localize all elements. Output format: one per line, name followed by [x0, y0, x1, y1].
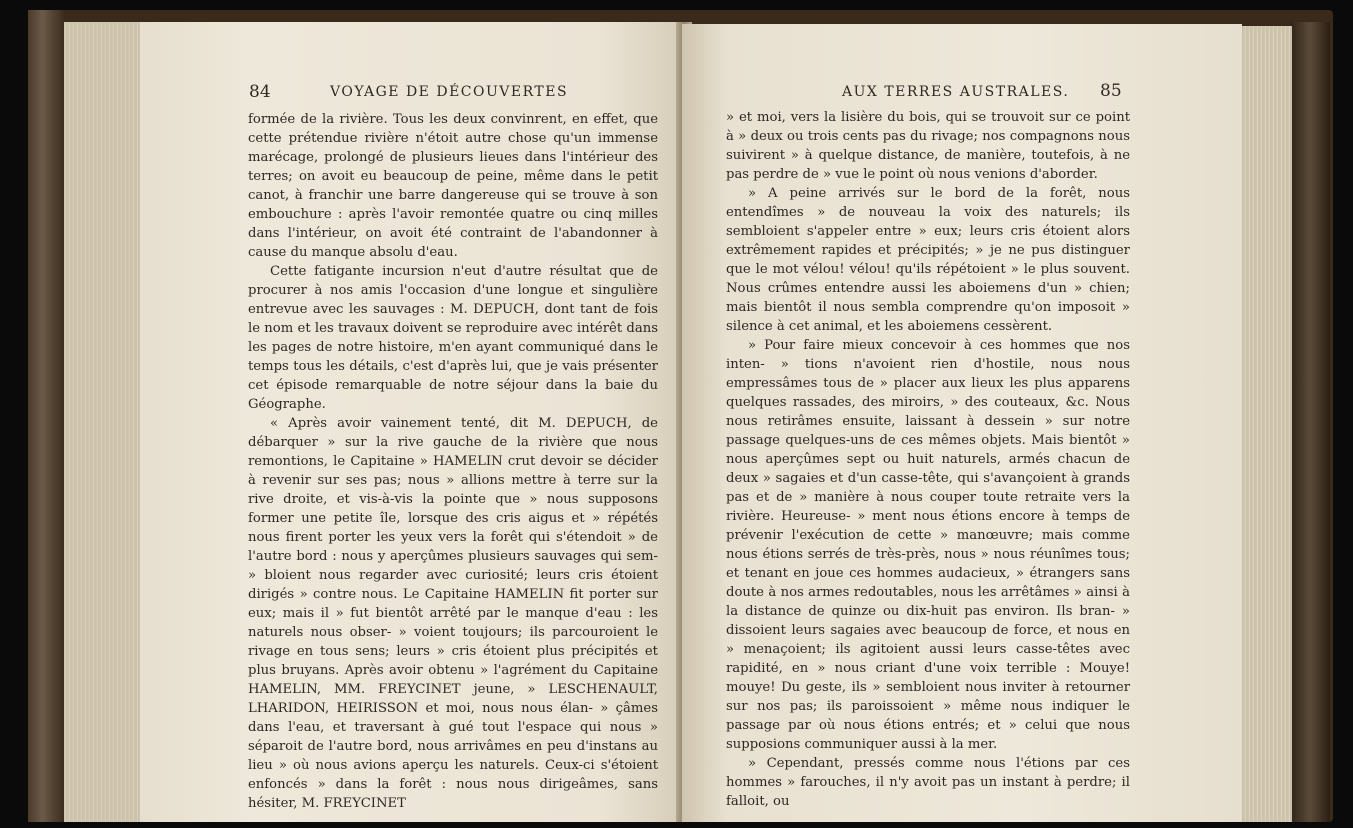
- paragraph: formée de la rivière. Tous les deux convinrent, en effet, que cette prétendue rivière n'étoit autre chose qu'un immense marécage, prolongé de plusieurs lieues dans l'intérieur des terres; on avoit eu beaucoup de peine, même dans le petit canot, à franchir une barre dangereuse qui se trouve à son embouchure : après l'avoir remontée quatre ou cinq milles dans l'intérieur, on avoit été contraint de l'abandonner à cause du manque absolu d'eau.: [248, 112, 658, 260]
- page-number-left: 84: [249, 82, 271, 102]
- page-number-right: 85: [1100, 81, 1122, 101]
- right-page-text: [726, 108, 1130, 811]
- paragraph: Cette fatigante incursion n'eut d'autre résultat que de procurer à nos amis l'occasion d'une longue et singulière entrevue avec les sauvages : M. DEPUCH, dont tant de fois le nom et les travaux doivent se reproduire avec intérêt dans les pages de notre histoire, m'en ayant communiqué dans le temps tous les détails, c'est d'après lui, que je vais présenter cet épisode remarquable de notre séjour dans la baie du Géographe.: [248, 264, 658, 412]
- book-cover-right: [1290, 22, 1330, 822]
- running-head-right: AUX TERRES AUSTRALES.: [842, 84, 1070, 100]
- page-edges-left: [64, 22, 144, 822]
- paragraph: » A peine arrivés sur le bord de la forêt, nous entendîmes » de nouveau la voix des naturels; ils sembloient s'appeler entre » eux; leurs cris étoient alors extrêmement rapides et précipités; » je ne pus distinguer que le mot vélou! vélou! qu'ils répétoient » le plus souvent. Nous crûmes entendre aussi les aboiemens d'un » chien; mais bientôt il nous sembla comprendre qu'on imposoit » silence à cet animal, et les aboiemens cessèrent.: [726, 186, 1130, 334]
- right-page: [682, 24, 1242, 822]
- running-head-left: VOYAGE DE DÉCOUVERTES: [330, 84, 569, 100]
- left-page: [140, 22, 680, 822]
- paragraph: » Pour faire mieux concevoir à ces hommes que nos inten- » tions n'avoient rien d'hostile, nous nous empressâmes tous de » placer aux lieux les plus apparens quelques rassades, des miroirs, » des couteaux, &c. Nous nous retirâmes ensuite, laissant à dessein » sur notre passage quelques-uns de ces mêmes objets. Mais bientôt » nous aperçûmes sept ou huit naturels, armés chacun de deux » sagaies et d'un casse-tête, qui s'avançoient à grands pas et de » manière à nous couper toute retraite vers la rivière. Heureuse- » ment nous étions encore à temps de prévenir l'exécution de cette » manœuvre; mais comme nous étions serrés de très-près, nous » nous réunîmes tous; et tenant en joue ces hommes audacieux, » étrangers sans doute à nos armes redoutables, nous les arrêtâmes » ainsi à la distance de quinze ou dix-huit pas environ. Ils bran- » dissoient leurs sagaies avec beaucoup de force, et nous en » menaçoient; ils agitoient aussi leurs casse-têtes avec rapidité, en » nous criant d'une voix terrible : Mouye! mouye! Du geste, ils » sembloient nous inviter à retourner sur nos pas; ils paroissoient » même nous indiquer le passage par où nous étions entrés; et » celui que nous supposions communiquer aussi à la mer.: [726, 338, 1130, 752]
- book-cover-left: [28, 10, 64, 822]
- paragraph: « Après avoir vainement tenté, dit M. DEPUCH, de débarquer » sur la rive gauche de la rivière que nous remontions, le Capitaine » HAMELIN crut devoir se décider à revenir sur ses pas; nous » allions mettre à terre sur la rive droite, et vis-à-vis la pointe que » nous supposons former une petite île, lorsque des cris aigus et » répétés nous firent porter les yeux vers la forêt qui s'étendoit » de l'autre bord : nous y aperçûmes plusieurs sauvages qui sem- » bloient nous regarder avec curiosité; leurs cris étoient dirigés » contre nous. Le Capitaine HAMELIN fit porter sur eux; mais il » fut bientôt arrêté par le manque d'eau : les naturels nous obser- » voient toujours; ils parcouroient le rivage en tous sens; leurs » cris étoient plus précipités et plus bruyans. Après avoir obtenu » l'agrément du Capitaine HAMELIN, MM. FREYCINET jeune, » LESCHENAULT, LHARIDON, HEIRISSON et moi, nous nous élan- » çâmes dans l'eau, et traversant à gué tout l'espace qui nous » séparoit de l'autre bord, nous arrivâmes en peu d'instans au lieu » où nous avions aperçu les naturels. Ceux-ci s'étoient enfoncés » dans la forêt : nous nous dirigeâmes, sans hésiter, M. FREYCINET: [248, 416, 658, 811]
- paragraph: » et moi, vers la lisière du bois, qui se trouvoit sur ce point à » deux ou trois cents pas du rivage; nos compagnons nous suivirent » à quelque distance, de manière, toutefois, à ne pas perdre de » vue le point où nous venions d'aborder.: [726, 110, 1130, 182]
- paragraph: » Cependant, pressés comme nous l'étions par ces hommes » farouches, il n'y avoit pas un instant à perdre; il falloit, ou: [726, 756, 1130, 809]
- page-edges-right: [1240, 26, 1292, 822]
- left-page-text: [248, 110, 658, 813]
